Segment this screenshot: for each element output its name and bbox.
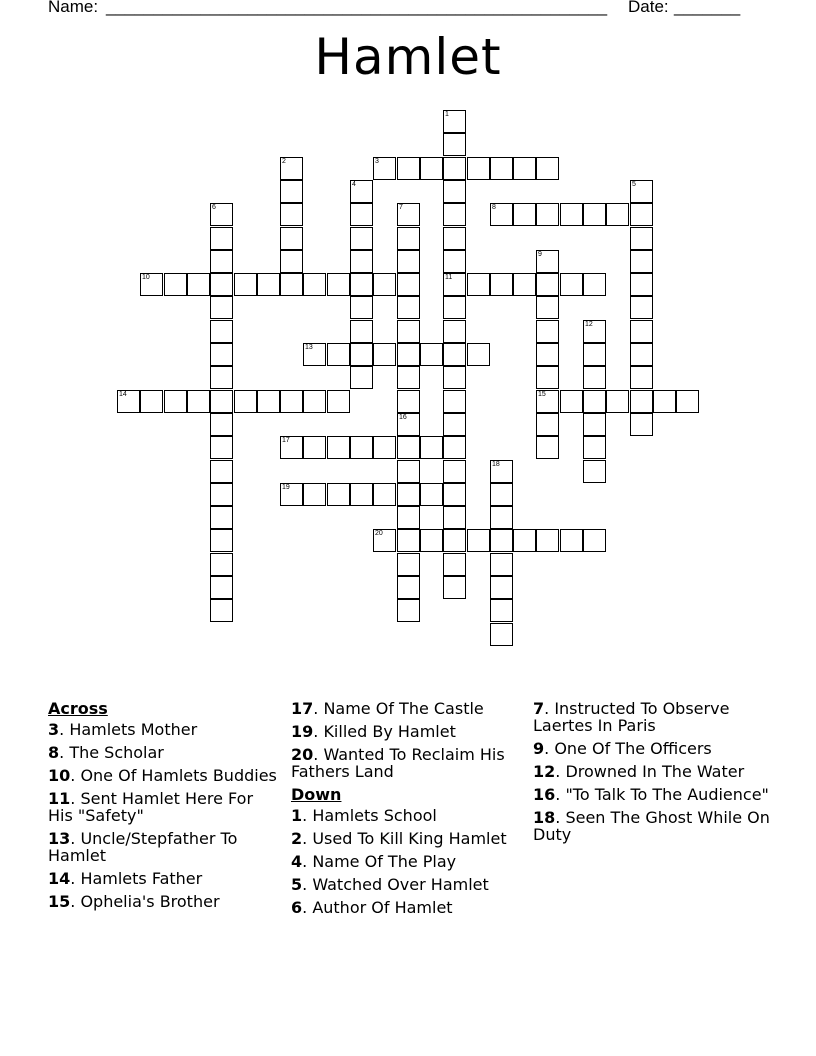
grid-cell[interactable] <box>210 576 233 599</box>
grid-cell[interactable] <box>630 273 653 296</box>
cell-number: 12 <box>585 321 593 328</box>
grid-cell[interactable] <box>280 203 303 226</box>
grid-cell[interactable] <box>350 180 373 203</box>
clue-number: 10 <box>48 766 71 785</box>
grid-cell[interactable] <box>443 110 466 133</box>
clue-down-2: 2. Used To Kill King Hamlet <box>291 829 507 848</box>
grid-cell[interactable] <box>397 343 420 366</box>
grid-cell[interactable] <box>560 529 583 552</box>
grid-cell[interactable] <box>397 250 420 273</box>
clue-number: 20 <box>291 745 314 764</box>
clue-number: 2 <box>291 829 303 848</box>
grid-cell[interactable] <box>630 250 653 273</box>
grid-cell[interactable] <box>443 366 466 389</box>
clue-number: 18 <box>533 808 556 827</box>
clue-number: 13 <box>48 829 71 848</box>
clue-text: Uncle/Stepfather To Hamlet <box>48 829 238 865</box>
grid-cell[interactable] <box>630 366 653 389</box>
grid-cell[interactable] <box>630 413 653 436</box>
name-label: Name: <box>48 0 99 16</box>
grid-cell[interactable] <box>467 529 490 552</box>
grid-cell[interactable] <box>350 320 373 343</box>
clue-number: 6 <box>291 898 303 917</box>
grid-cell[interactable] <box>420 436 443 459</box>
grid-cell[interactable] <box>257 273 280 296</box>
grid-cell[interactable] <box>443 413 466 436</box>
grid-cell[interactable] <box>327 390 350 413</box>
clue-text: Sent Hamlet Here For His "Safety" <box>48 789 254 825</box>
clue-text: One Of Hamlets Buddies <box>80 766 277 785</box>
grid-cell[interactable] <box>210 483 233 506</box>
grid-cell[interactable] <box>210 296 233 319</box>
grid-cell[interactable] <box>397 413 420 436</box>
grid-cell[interactable] <box>350 436 373 459</box>
cell-number: 3 <box>375 158 379 165</box>
clue-number: 12 <box>533 762 556 781</box>
cell-number: 1 <box>445 111 449 118</box>
clue-text: Hamlets Mother <box>69 720 198 739</box>
grid-cell[interactable] <box>443 133 466 156</box>
grid-cell[interactable] <box>443 250 466 273</box>
clue-number: 19 <box>291 722 314 741</box>
clue-down-12: 12. Drowned In The Water <box>533 762 745 781</box>
grid-cell[interactable] <box>373 529 396 552</box>
grid-cell[interactable] <box>490 529 513 552</box>
clue-across-15: 15. Ophelia's Brother <box>48 892 220 911</box>
grid-cell[interactable] <box>630 203 653 226</box>
grid-cell[interactable] <box>373 483 396 506</box>
clue-text: Hamlets School <box>312 806 437 825</box>
grid-cell[interactable] <box>397 506 420 529</box>
clue-text: Name Of The Play <box>312 852 457 871</box>
clue-text: Drowned In The Water <box>565 762 745 781</box>
grid-cell[interactable] <box>443 203 466 226</box>
grid-cell[interactable] <box>280 436 303 459</box>
cell-number: 14 <box>119 391 127 398</box>
clue-text: Ophelia's Brother <box>80 892 220 911</box>
grid-cell[interactable] <box>210 320 233 343</box>
grid-cell[interactable] <box>490 576 513 599</box>
grid-cell[interactable] <box>397 203 420 226</box>
grid-cell[interactable] <box>536 273 559 296</box>
grid-cell[interactable] <box>280 390 303 413</box>
grid-cell[interactable] <box>187 390 210 413</box>
grid-cell[interactable] <box>443 576 466 599</box>
grid-cell[interactable] <box>536 529 559 552</box>
grid-cell[interactable] <box>350 273 373 296</box>
grid-cell[interactable] <box>397 599 420 622</box>
grid-cell[interactable] <box>420 529 443 552</box>
clue-number: 11 <box>48 789 71 808</box>
clue-number: 17 <box>291 699 314 718</box>
grid-cell[interactable] <box>536 436 559 459</box>
grid-cell[interactable] <box>443 436 466 459</box>
grid-cell[interactable] <box>490 623 513 646</box>
grid-cell[interactable] <box>583 203 606 226</box>
cell-number: 15 <box>538 391 546 398</box>
grid-cell[interactable] <box>280 227 303 250</box>
grid-cell[interactable] <box>490 553 513 576</box>
grid-cell[interactable] <box>630 320 653 343</box>
clue-across-3: 3. Hamlets Mother <box>48 720 198 739</box>
grid-cell[interactable] <box>234 390 257 413</box>
grid-cell[interactable] <box>653 390 676 413</box>
grid-cell[interactable] <box>490 506 513 529</box>
grid-cell[interactable] <box>140 390 163 413</box>
grid-cell[interactable] <box>536 320 559 343</box>
grid-cell[interactable] <box>560 203 583 226</box>
grid-cell[interactable] <box>490 273 513 296</box>
grid-cell[interactable] <box>443 460 466 483</box>
cell-number: 16 <box>399 414 407 421</box>
grid-cell[interactable] <box>513 203 536 226</box>
grid-cell[interactable] <box>210 273 233 296</box>
grid-cell[interactable] <box>490 483 513 506</box>
grid-cell[interactable] <box>210 413 233 436</box>
grid-cell[interactable] <box>280 157 303 180</box>
clue-text: Hamlets Father <box>80 869 203 888</box>
grid-cell[interactable] <box>280 180 303 203</box>
grid-cell[interactable] <box>397 296 420 319</box>
grid-cell[interactable] <box>536 250 559 273</box>
clue-text: One Of The Officers <box>554 739 712 758</box>
clue-text: Name Of The Castle <box>323 699 484 718</box>
grid-cell[interactable] <box>583 413 606 436</box>
grid-cell[interactable] <box>443 483 466 506</box>
grid-cell[interactable] <box>373 157 396 180</box>
cell-number: 19 <box>282 484 290 491</box>
grid-cell[interactable] <box>536 296 559 319</box>
cell-number: 13 <box>305 344 313 351</box>
grid-cell[interactable] <box>630 343 653 366</box>
grid-cell[interactable] <box>210 460 233 483</box>
grid-cell[interactable] <box>443 553 466 576</box>
grid-cell[interactable] <box>210 250 233 273</box>
grid-cell[interactable] <box>490 599 513 622</box>
grid-cell[interactable] <box>513 273 536 296</box>
clue-across-17: 17. Name Of The Castle <box>291 699 484 718</box>
grid-cell[interactable] <box>583 460 606 483</box>
grid-cell[interactable] <box>560 390 583 413</box>
grid-cell[interactable] <box>420 157 443 180</box>
grid-cell[interactable] <box>327 483 350 506</box>
grid-cell[interactable] <box>560 273 583 296</box>
grid-cell[interactable] <box>397 553 420 576</box>
clue-down-1: 1. Hamlets School <box>291 806 437 825</box>
grid-cell[interactable] <box>257 390 280 413</box>
grid-cell[interactable] <box>583 320 606 343</box>
grid-cell[interactable] <box>210 203 233 226</box>
grid-cell[interactable] <box>234 273 257 296</box>
clue-number: 14 <box>48 869 71 888</box>
grid-cell[interactable] <box>303 390 326 413</box>
grid-cell[interactable] <box>373 343 396 366</box>
clue-across-20: 20. Wanted To Reclaim His Fathers Land <box>291 745 505 781</box>
clue-text: Watched Over Hamlet <box>312 875 489 894</box>
grid-cell[interactable] <box>467 343 490 366</box>
grid-cell[interactable] <box>303 273 326 296</box>
grid-cell[interactable] <box>676 390 699 413</box>
grid-cell[interactable] <box>373 436 396 459</box>
grid-cell[interactable] <box>536 366 559 389</box>
clue-number: 1 <box>291 806 303 825</box>
cell-number: 20 <box>375 530 383 537</box>
grid-cell[interactable] <box>350 366 373 389</box>
cell-number: 8 <box>492 204 496 211</box>
grid-cell[interactable] <box>467 157 490 180</box>
grid-cell[interactable] <box>443 343 466 366</box>
grid-cell[interactable] <box>303 483 326 506</box>
grid-cell[interactable] <box>210 227 233 250</box>
grid-cell[interactable] <box>397 436 420 459</box>
clue-number: 3 <box>48 720 60 739</box>
grid-cell[interactable] <box>490 157 513 180</box>
clue-text: Used To Kill King Hamlet <box>312 829 507 848</box>
grid-cell[interactable] <box>536 157 559 180</box>
grid-cell[interactable] <box>397 366 420 389</box>
down-heading: Down <box>291 785 342 804</box>
cell-number: 7 <box>399 204 403 211</box>
grid-cell[interactable] <box>164 390 187 413</box>
grid-cell[interactable] <box>350 483 373 506</box>
grid-cell[interactable] <box>397 320 420 343</box>
clue-down-7: 7. Instructed To Observe Laertes In Paris <box>533 699 730 735</box>
clue-across-10: 10. One Of Hamlets Buddies <box>48 766 277 785</box>
grid-cell[interactable] <box>187 273 210 296</box>
grid-cell[interactable] <box>397 157 420 180</box>
grid-cell[interactable] <box>443 273 466 296</box>
grid-cell[interactable] <box>397 460 420 483</box>
clue-number: 15 <box>48 892 71 911</box>
grid-cell[interactable] <box>513 529 536 552</box>
clue-text: The Scholar <box>69 743 164 762</box>
grid-cell[interactable] <box>210 343 233 366</box>
grid-cell[interactable] <box>303 343 326 366</box>
clue-down-9: 9. One Of The Officers <box>533 739 712 758</box>
clue-text: Instructed To Observe Laertes In Paris <box>533 699 730 735</box>
clue-text: "To Talk To The Audience" <box>565 785 769 804</box>
clue-number: 7 <box>533 699 545 718</box>
grid-cell[interactable] <box>606 390 629 413</box>
grid-cell[interactable] <box>583 529 606 552</box>
clue-text: Author Of Hamlet <box>312 898 453 917</box>
clue-down-18: 18. Seen The Ghost While On Duty <box>533 808 770 844</box>
grid-cell[interactable] <box>630 390 653 413</box>
grid-cell[interactable] <box>583 436 606 459</box>
date-label: Date: <box>628 0 669 16</box>
grid-cell[interactable] <box>443 157 466 180</box>
clue-across-11: 11. Sent Hamlet Here For His "Safety" <box>48 789 254 825</box>
grid-cell[interactable] <box>210 553 233 576</box>
grid-cell[interactable] <box>164 273 187 296</box>
cell-number: 5 <box>632 181 636 188</box>
grid-cell[interactable] <box>210 506 233 529</box>
grid-cell[interactable] <box>350 203 373 226</box>
name-blank[interactable]: _____________________________________________________ <box>106 0 608 16</box>
clue-text: Wanted To Reclaim His Fathers Land <box>291 745 505 781</box>
page-title: Hamlet <box>314 28 502 86</box>
grid-cell[interactable] <box>397 227 420 250</box>
grid-cell[interactable] <box>420 343 443 366</box>
cell-number: 9 <box>538 251 542 258</box>
clue-text: Seen The Ghost While On Duty <box>533 808 770 844</box>
cell-number: 17 <box>282 437 290 444</box>
clue-down-4: 4. Name Of The Play <box>291 852 457 871</box>
grid-cell[interactable] <box>490 460 513 483</box>
cell-number: 2 <box>282 158 286 165</box>
cell-number: 18 <box>492 461 500 468</box>
grid-cell[interactable] <box>630 227 653 250</box>
clue-number: 9 <box>533 739 545 758</box>
clue-down-6: 6. Author Of Hamlet <box>291 898 453 917</box>
clue-number: 8 <box>48 743 60 762</box>
grid-cell[interactable] <box>467 273 490 296</box>
grid-cell[interactable] <box>397 576 420 599</box>
grid-cell[interactable] <box>443 296 466 319</box>
clue-down-16: 16. "To Talk To The Audience" <box>533 785 769 804</box>
grid-cell[interactable] <box>327 436 350 459</box>
date-blank[interactable]: _______ <box>674 0 741 16</box>
cell-number: 6 <box>212 204 216 211</box>
grid-cell[interactable] <box>536 390 559 413</box>
cell-number: 4 <box>352 181 356 188</box>
grid-cell[interactable] <box>583 343 606 366</box>
grid-cell[interactable] <box>210 599 233 622</box>
grid-cell[interactable] <box>583 273 606 296</box>
grid-cell[interactable] <box>443 529 466 552</box>
grid-cell[interactable] <box>606 203 629 226</box>
grid-cell[interactable] <box>397 273 420 296</box>
grid-cell[interactable] <box>327 273 350 296</box>
grid-cell[interactable] <box>303 436 326 459</box>
grid-cell[interactable] <box>443 227 466 250</box>
grid-cell[interactable] <box>420 483 443 506</box>
clue-across-19: 19. Killed By Hamlet <box>291 722 456 741</box>
grid-cell[interactable] <box>350 250 373 273</box>
clue-number: 4 <box>291 852 303 871</box>
grid-cell[interactable] <box>513 157 536 180</box>
grid-cell[interactable] <box>536 413 559 436</box>
clue-text: Killed By Hamlet <box>323 722 456 741</box>
grid-cell[interactable] <box>490 203 513 226</box>
grid-cell[interactable] <box>210 366 233 389</box>
grid-cell[interactable] <box>350 227 373 250</box>
cell-number: 11 <box>445 274 453 281</box>
grid-cell[interactable] <box>373 273 396 296</box>
grid-cell[interactable] <box>280 250 303 273</box>
grid-cell[interactable] <box>327 343 350 366</box>
grid-cell[interactable] <box>583 366 606 389</box>
grid-cell[interactable] <box>397 483 420 506</box>
clue-across-8: 8. The Scholar <box>48 743 164 762</box>
cell-number: 10 <box>142 274 150 281</box>
across-heading: Across <box>48 699 108 718</box>
grid-cell[interactable] <box>350 343 373 366</box>
grid-cell[interactable] <box>630 180 653 203</box>
grid-cell[interactable] <box>350 296 373 319</box>
clue-down-5: 5. Watched Over Hamlet <box>291 875 489 894</box>
grid-cell[interactable] <box>443 320 466 343</box>
clue-across-13: 13. Uncle/Stepfather To Hamlet <box>48 829 238 865</box>
clue-number: 5 <box>291 875 303 894</box>
grid-cell[interactable] <box>630 296 653 319</box>
clue-number: 16 <box>533 785 556 804</box>
clues-column-1 <box>48 700 278 916</box>
grid-cell[interactable] <box>280 273 303 296</box>
grid-cell[interactable] <box>443 506 466 529</box>
clues-column-3 <box>533 700 773 849</box>
grid-cell[interactable] <box>536 343 559 366</box>
grid-cell[interactable] <box>280 483 303 506</box>
grid-cell[interactable] <box>210 390 233 413</box>
clues-column-2 <box>291 700 521 922</box>
grid-cell[interactable] <box>583 390 606 413</box>
clue-across-14: 14. Hamlets Father <box>48 869 203 888</box>
grid-cell[interactable] <box>397 390 420 413</box>
grid-cell[interactable] <box>117 390 140 413</box>
grid-cell[interactable] <box>443 180 466 203</box>
grid-cell[interactable] <box>397 529 420 552</box>
grid-cell[interactable] <box>210 529 233 552</box>
grid-cell[interactable] <box>536 203 559 226</box>
grid-cell[interactable] <box>210 436 233 459</box>
grid-cell[interactable] <box>140 273 163 296</box>
grid-cell[interactable] <box>443 390 466 413</box>
